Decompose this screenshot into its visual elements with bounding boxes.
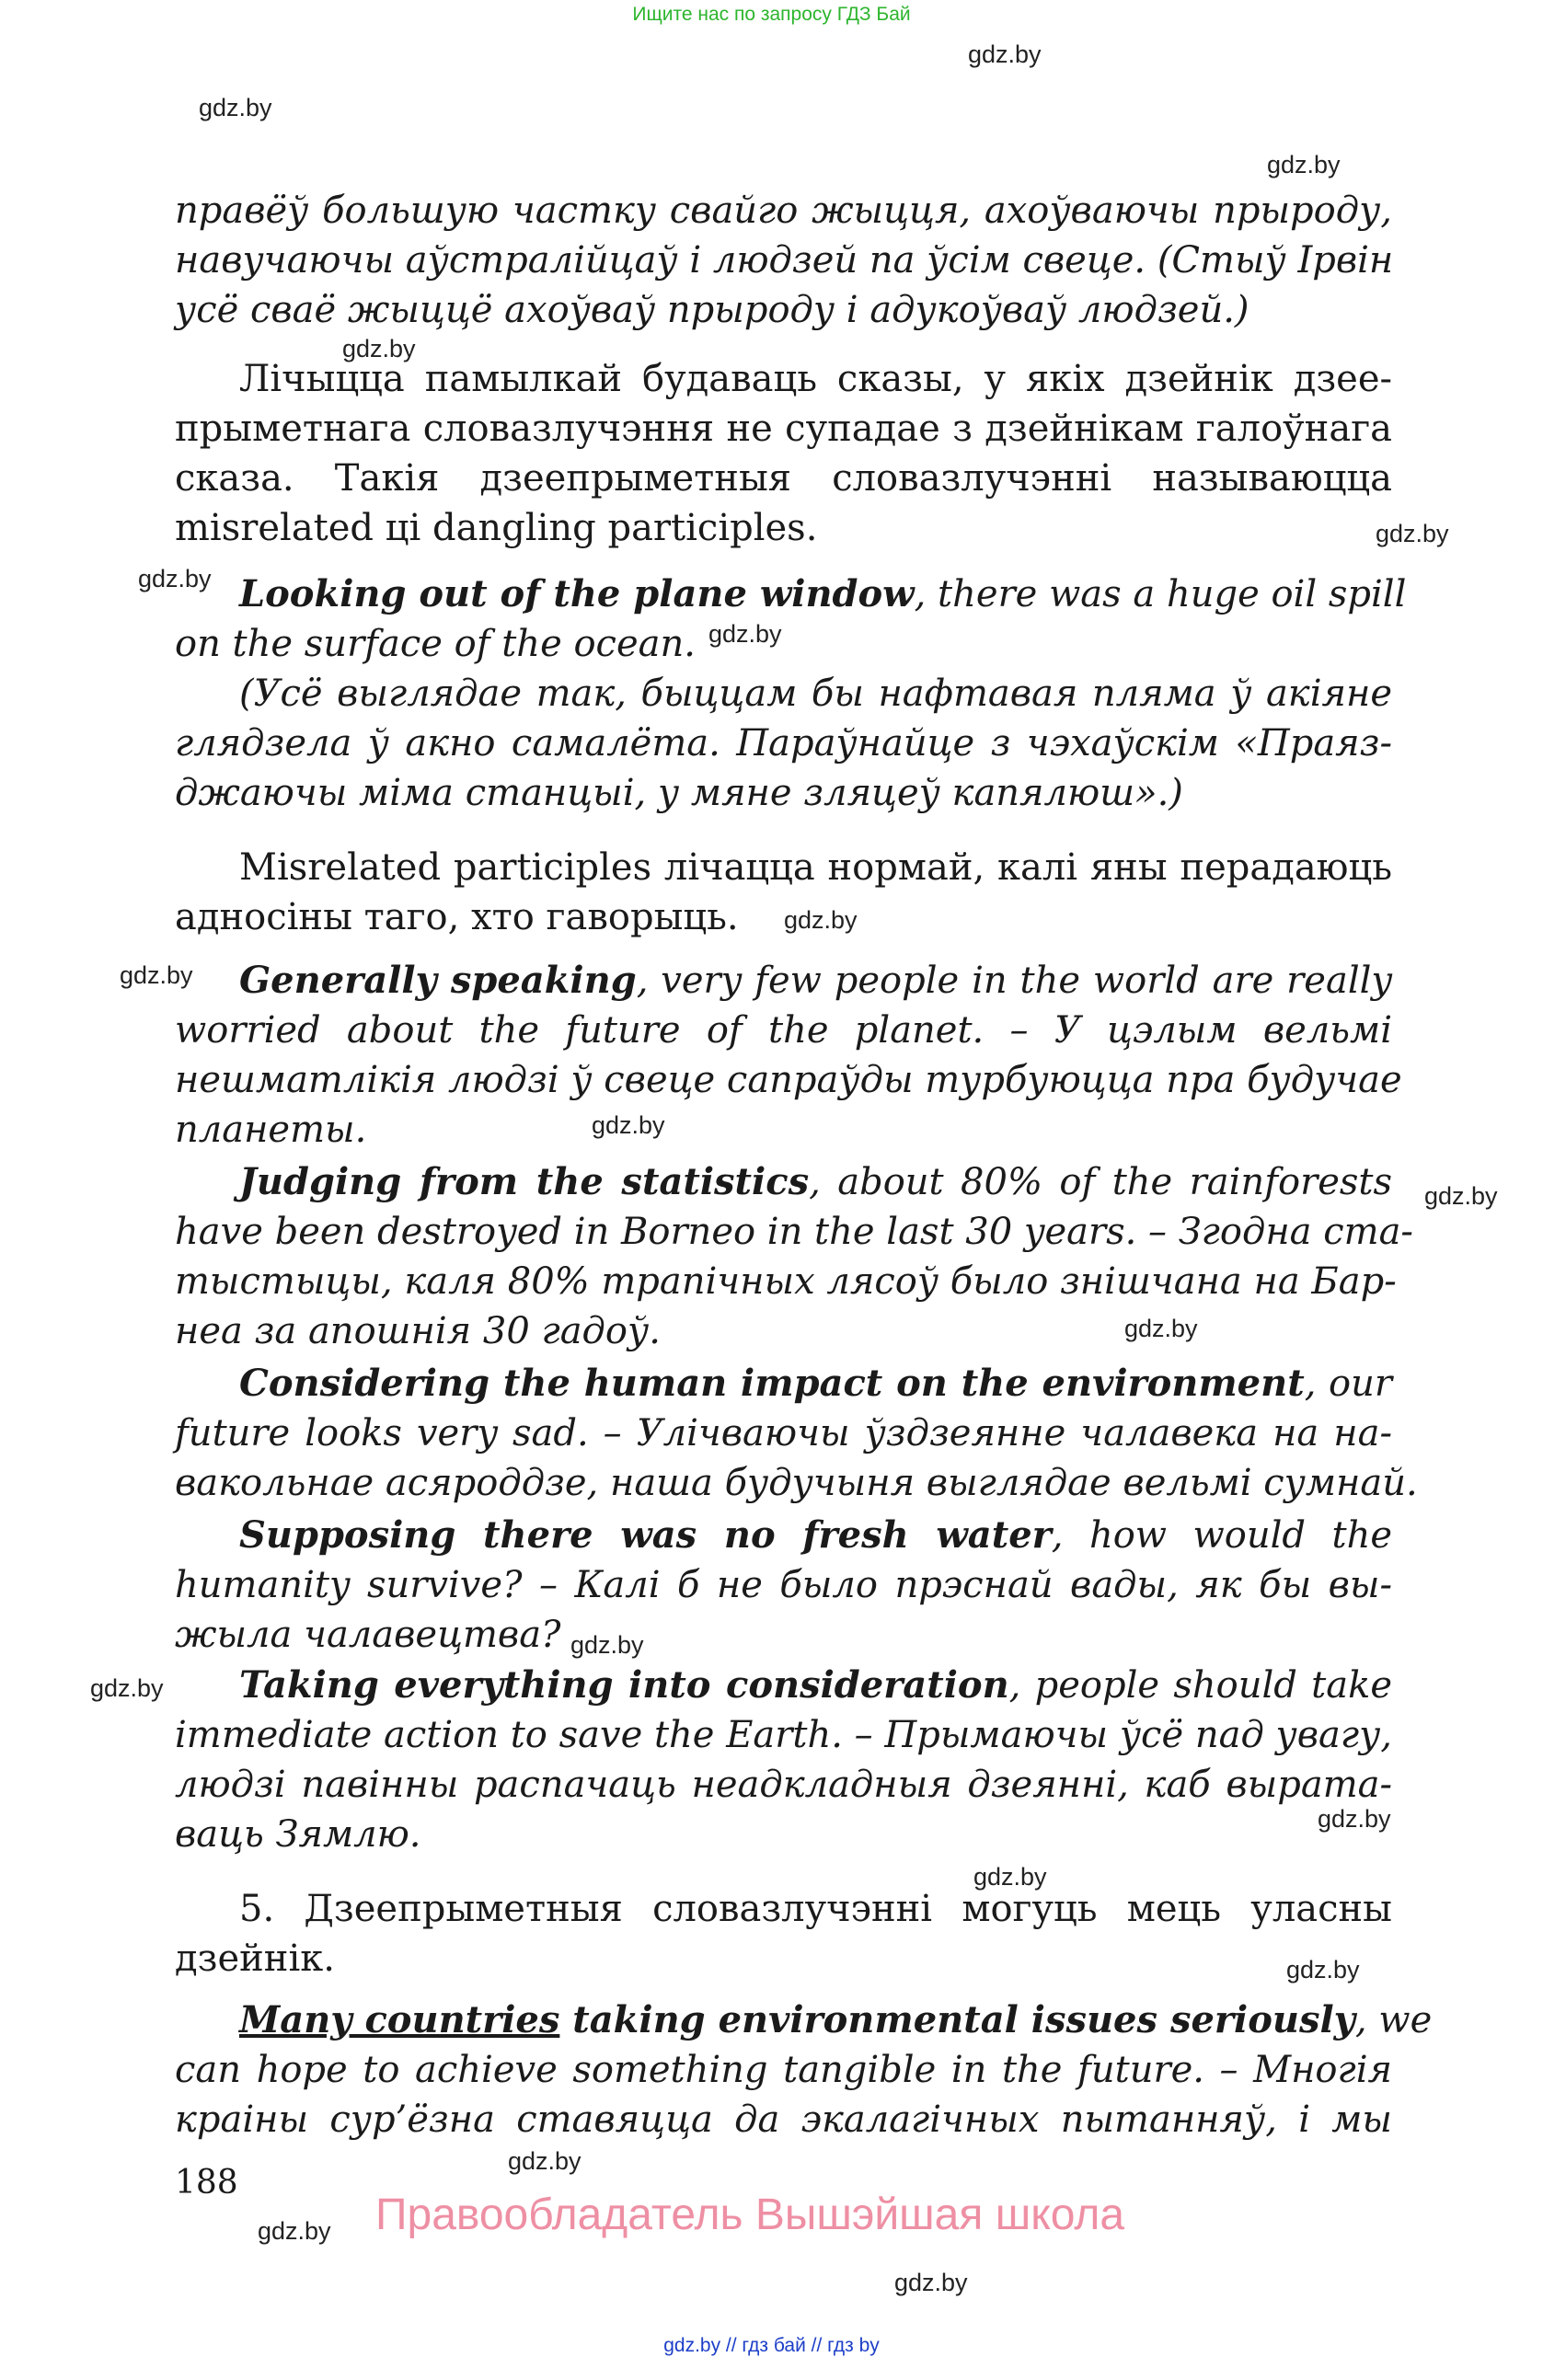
footer-links[interactable]: gdz.by // гдз бай // гдз by (663, 2335, 880, 2356)
text-line: (Усё выглядае так, быццам бы нафтавая пляма ў акіяне (239, 673, 1392, 715)
example-line (239, 1661, 1392, 1710)
text-line: глядзела ў акно самалёта. Параўнайце з чэхаўскім «Праяз- (175, 722, 1392, 765)
watermark: gdz.by (1318, 1805, 1391, 1833)
text-fragment: , our (1304, 1362, 1392, 1405)
text-line: тыстыцы, каля 80% трапічных лясоў было знішчана на Бар- (175, 1260, 1397, 1303)
watermark: gdz.by (592, 1111, 665, 1139)
text-line: навучаючы аўстралійцаў і людзей па ўсім свеце. (Стыў Ірвін (175, 239, 1394, 282)
page-number: 188 (175, 2164, 238, 2202)
watermark: gdz.by (1376, 520, 1449, 547)
text-line: адносіны таго, хто гаворыць. (175, 896, 739, 938)
participle-phrase: taking environmental issues seriously (559, 1998, 1355, 2041)
text-line: неа за апошнія 30 гадоў. (175, 1310, 661, 1352)
participle-phrase: Supposing there was no fresh water (239, 1513, 1052, 1557)
example-line (239, 1157, 1392, 1207)
participle-phrase: Taking everything into consideration (239, 1663, 1009, 1707)
text-line: усё сваё жыццё ахоўваў прыроду і адукоўваў людзей.) (175, 289, 1249, 331)
text-line: людзі павінны распачаць неадкладныя дзеянні, каб вырата- (175, 1764, 1392, 1806)
text-line: дзейнік. (175, 1937, 335, 1980)
text-line: нешматлікія людзі ў свеце сапраўды турбуюцца пра будучае (175, 1059, 1402, 1101)
text-line: планеты. (175, 1109, 367, 1151)
text-line: 5. Дзеепрыметныя словазлучэнні могуць мець уласны (239, 1888, 1392, 1930)
text-line: immediate action to save the Earth. – Прымаючы ўсё пад увагу, (175, 1714, 1392, 1756)
example-line (239, 1511, 1392, 1560)
text-line: misrelated ці dangling participles. (175, 507, 818, 549)
example-line (239, 1359, 1392, 1408)
text-line: сказа. Такія дзеепрыметныя словазлучэнні называюцца (175, 457, 1392, 500)
text-fragment: , people should take (1008, 1664, 1392, 1707)
text-line: правёў большую частку свайго жыцця, ахоўваючы прыроду, (175, 190, 1392, 232)
copyright-owner: Правообладатель Вышэйшая школа (375, 2190, 1125, 2239)
text-fragment: , we (1354, 1999, 1433, 2041)
watermark: gdz.by (894, 2269, 968, 2296)
text-line: humanity survive? – Калі б не было прэснай вады, як бы вы- (175, 1564, 1392, 1606)
text-line: жыла чалавецтва? (175, 1614, 561, 1656)
text-line: ваць Зямлю. (175, 1813, 421, 1856)
text-line: вакольнае асяроддзе, наша будучыня выглядае вельмі сумнай. (175, 1462, 1418, 1504)
text-line: краіны сур’ёзна ставяцца да экалагічных пытанняў, і мы (175, 2098, 1392, 2141)
watermark: gdz.by (508, 2147, 582, 2175)
text-line: прыметнага словазлучэння не супадае з дзейнікам галоўнага (175, 408, 1392, 450)
text-fragment: , there was a huge oil spill (914, 573, 1407, 615)
participle-subject: Many countries (239, 1998, 560, 2041)
watermark: gdz.by (973, 1863, 1047, 1891)
watermark: gdz.by (708, 620, 782, 648)
watermark: gdz.by (90, 1674, 164, 1702)
example-line (239, 1995, 1433, 2045)
text-line: джаючы міма станцыі, у мяне зляцеў капялюш».) (175, 772, 1183, 814)
watermark: gdz.by (342, 335, 416, 362)
text-line: can hope to achieve something tangible in the future. – Многія (175, 2049, 1392, 2091)
participle-phrase: Judging from the statistics (239, 1160, 810, 1203)
watermark: gdz.by (1424, 1182, 1498, 1210)
watermark: gdz.by (199, 94, 272, 121)
text-line: on the surface of the ocean. (175, 623, 696, 665)
watermark: gdz.by (138, 565, 212, 592)
participle-phrase: Looking out of the plane window (239, 572, 915, 615)
text-line: future looks very sad. – Улічваючы ўздзеянне чалавека на на- (175, 1412, 1392, 1454)
watermark: gdz.by (258, 2217, 331, 2245)
text-line: Misrelated participles лічацца нормай, калі яны перадаюць (239, 846, 1392, 889)
text-fragment: , about 80% of the rainforests (809, 1161, 1392, 1203)
watermark: gdz.by (1124, 1315, 1198, 1342)
watermark: gdz.by (784, 906, 858, 934)
watermark: gdz.by (968, 40, 1042, 68)
example-line (239, 956, 1392, 1006)
watermark: gdz.by (1267, 151, 1341, 178)
text-line: worried about the future of the planet. – У цэлым вельмі (175, 1009, 1392, 1052)
participle-phrase: Generally speaking (239, 959, 637, 1002)
text-fragment: , very few people in the world are really (636, 960, 1392, 1002)
watermark: gdz.by (120, 961, 193, 989)
watermark: gdz.by (1286, 1956, 1360, 1983)
example-line (239, 569, 1407, 619)
text-line: have been destroyed in Borneo in the last 30 years. – Згодна ста- (175, 1211, 1413, 1253)
text-line: Лічыцца памылкай будаваць сказы, у якіх дзейнік дзее- (239, 358, 1392, 400)
header-note[interactable]: Ищите нас по запросу ГДЗ Бай (632, 4, 911, 25)
participle-phrase: Considering the human impact on the environment (239, 1362, 1305, 1405)
watermark: gdz.by (570, 1631, 644, 1659)
text-fragment: , how would the (1051, 1514, 1393, 1557)
